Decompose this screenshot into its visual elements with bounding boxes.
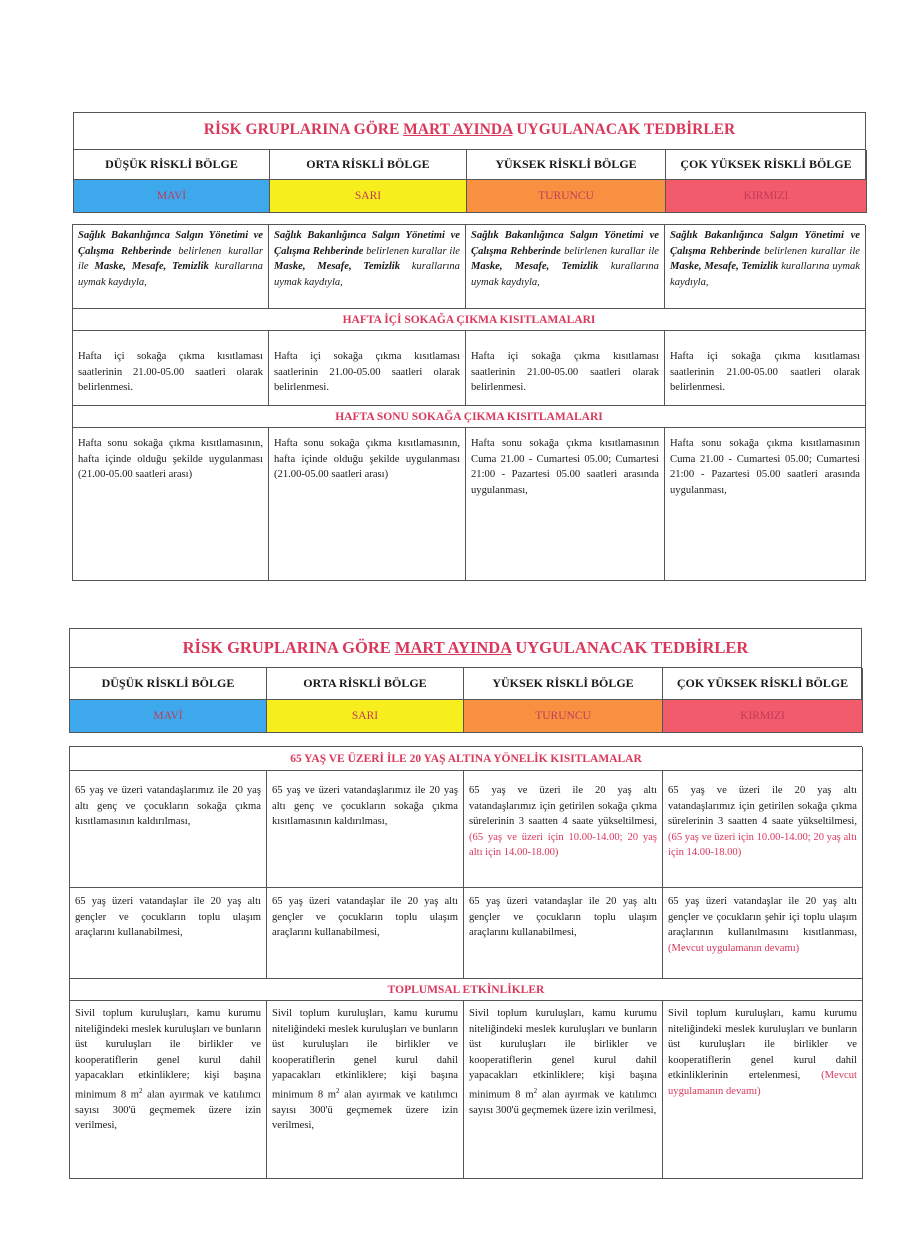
weekend-section-title: HAFTA SONU SOKAĞA ÇIKMA KISITLAMALARI — [73, 406, 866, 428]
color-orange-cell: TURUNCU — [467, 180, 666, 213]
weekend-cell-medium: Hafta sonu sokağa çıkma kısıtlamasının, hafta içinde olduğu şekilde uygulanması (21.00-05.00 saatleri arası) — [269, 428, 466, 581]
age-row1-low: 65 yaş ve üzeri vatandaşlarımız ile 20 yaş altı genç ve çocukların sokağa çıkma kısıtlamasının kaldırılması, — [70, 771, 267, 888]
region-medium-header: ORTA RİSKLİ BÖLGE — [267, 668, 464, 700]
age-row1-very-high: 65 yaş ve üzeri ile 20 yaş altı vatandaşlarımız için getirilen sokağa çıkma sürelerinin 3 saatten 4 saate yükseltilmesi, (65 yaş ve üzeri için 10.00-14.00; 20 yaş altı için 14.00-18.00) — [663, 771, 863, 888]
intro-cell: Sağlık Bakanlığınca Salgın Yönetimi ve Çalışma Rehberinde belirlenen kurallar ile Maske, Mesafe, Temizlik kurallarına uymak kaydıyla, — [269, 225, 466, 309]
color-blue-cell: MAVİ — [70, 700, 267, 733]
weekday-cell-low: Hafta içi sokağa çıkma kısıtlaması saatlerinin 21.00-05.00 saatleri olarak belirlenmesi. — [73, 331, 269, 406]
page-title: RİSK GRUPLARINA GÖRE MART AYINDA UYGULANACAK TEDBİRLER — [203, 121, 736, 138]
social-cell-medium: Sivil toplum kuruluşları, kamu kurumu niteliğindeki meslek kuruluşları ve bunların üst kuruluşları ile birlikler ve kooperatiflerin genel kurul dahil yapacakları etkinliklere; kişi başına minimum 8 $m^2$ alan ayırmak ve katılımcı sayısı 300'ü geçmemek üzere izin verilmesi, — [267, 1001, 464, 1179]
age-section-title: 65 YAŞ VE ÜZERİ İLE 20 YAŞ ALTINA YÖNELİK KISITLAMALAR — [70, 747, 863, 771]
region-very-high-header: ÇOK YÜKSEK RİSKLİ BÖLGE — [663, 668, 863, 700]
region-high-header: YÜKSEK RİSKLİ BÖLGE — [464, 668, 663, 700]
region-medium-header: ORTA RİSKLİ BÖLGE — [270, 150, 467, 180]
region-grid-2 — [69, 667, 862, 733]
color-blue-cell: MAVİ — [74, 180, 270, 213]
region-low-header: DÜŞÜK RİSKLİ BÖLGE — [70, 668, 267, 700]
table2-header — [69, 628, 862, 733]
weekend-cell-low: Hafta sonu sokağa çıkma kısıtlamasının, hafta içinde olduğu şekilde uygulanması (21.00-05.00 saatleri arası) — [73, 428, 269, 581]
age-row1-medium: 65 yaş ve üzeri vatandaşlarımız ile 20 yaş altı genç ve çocukların sokağa çıkma kısıtlamasının kaldırılması, — [267, 771, 464, 888]
region-high-header: YÜKSEK RİSKLİ BÖLGE — [467, 150, 666, 180]
weekday-cell-medium: Hafta içi sokağa çıkma kısıtlaması saatlerinin 21.00-05.00 saatleri olarak belirlenmesi. — [269, 331, 466, 406]
weekend-cell-high: Hafta sonu sokağa çıkma kısıtlamasının Cuma 21.00 - Cumartesi 05.00; Cumartesi 21:00 - Pazartesi 05.00 saatleri arasında uygulanması, — [466, 428, 665, 581]
region-low-header: DÜŞÜK RİSKLİ BÖLGE — [74, 150, 270, 180]
age-row2-low: 65 yaş üzeri vatandaşlar ile 20 yaş altı gençler ve çocukların toplu ulaşım araçlarını kullanabilmesi, — [70, 888, 267, 979]
weekend-cell-very-high: Hafta sonu sokağa çıkma kısıtlamasının Cuma 21.00 - Cumartesi 05.00; Cumartesi 21:00 - Pazartesi 05.00 saatleri arasında uygulanması, — [665, 428, 866, 581]
color-red-cell: KIRMIZI — [666, 180, 867, 213]
color-orange-cell: TURUNCU — [464, 700, 663, 733]
social-cell-high: Sivil toplum kuruluşları, kamu kurumu niteliğindeki meslek kuruluşları ve bunların üst kuruluşları ile birlikler ve kooperatiflerin genel kurul dahil yapacakları etkinliklere; kişi başına minimum 8 $m^2$ alan ayırmak ve katılımcı sayısı 300'ü geçmemek üzere izin verilmesi, — [464, 1001, 663, 1179]
region-very-high-header: ÇOK YÜKSEK RİSKLİ BÖLGE — [666, 150, 867, 180]
social-cell-low: Sivil toplum kuruluşları, kamu kurumu niteliğindeki meslek kuruluşları ve bunların üst kuruluşları ile birlikler ve kooperatiflerin genel kurul dahil yapacakları etkinliklere; kişi başına minimum 8 $m^2$ alan ayırmak ve katılımcı sayısı 300'ü geçmemek üzere izin verilmesi, — [70, 1001, 267, 1179]
region-grid — [73, 149, 866, 213]
table1-body — [72, 224, 865, 581]
weekday-cell-high: Hafta içi sokağa çıkma kısıtlaması saatlerinin 21.00-05.00 saatleri olarak belirlenmesi. — [466, 331, 665, 406]
color-yellow-cell: SARI — [267, 700, 464, 733]
table1-header — [73, 112, 866, 212]
social-cell-very-high: Sivil toplum kuruluşları, kamu kurumu niteliğindeki meslek kuruluşları ve bunların üst kuruluşları ile birlikler ve kooperatiflerin genel kurul dahil etkinliklerinin ertelenmesi, (Mevcut uygulamanın devamı) — [663, 1001, 863, 1179]
age-row2-medium: 65 yaş üzeri vatandaşlar ile 20 yaş altı gençler ve çocukların toplu ulaşım araçlarını kullanabilmesi, — [267, 888, 464, 979]
table2-body — [69, 746, 862, 1179]
page-title-2: RİSK GRUPLARINA GÖRE MART AYINDA UYGULANACAK TEDBİRLER — [182, 638, 749, 657]
weekday-section-title: HAFTA İÇİ SOKAĞA ÇIKMA KISITLAMALARI — [73, 309, 866, 331]
color-yellow-cell: SARI — [270, 180, 467, 213]
intro-cell: Sağlık Bakanlığınca Salgın Yönetimi ve Çalışma Rehberinde belirlenen kurallar ile Maske, Mesafe, Temizlik kurallarına uymak kaydıyla, — [466, 225, 665, 309]
age-row1-high: 65 yaş ve üzeri ile 20 yaş altı vatandaşlarımız için getirilen sokağa çıkma sürelerinin 3 saatten 4 saate yükseltilmesi, (65 yaş ve üzeri için 10.00-14.00; 20 yaş altı için 14.00-18.00) — [464, 771, 663, 888]
weekday-cell-very-high: Hafta içi sokağa çıkma kısıtlaması saatlerinin 21.00-05.00 saatleri olarak belirlenmesi. — [665, 331, 866, 406]
age-row2-very-high: 65 yaş üzeri vatandaşlar ile 20 yaş altı gençler ve çocukların şehir içi toplu ulaşım araçlarının kullanılmasını kısıtlanması, (Mevcut uygulamanın devamı) — [663, 888, 863, 979]
color-red-cell: KIRMIZI — [663, 700, 863, 733]
age-row2-high: 65 yaş üzeri vatandaşlar ile 20 yaş altı gençler ve çocukların toplu ulaşım araçlarını kullanabilmesi, — [464, 888, 663, 979]
social-section-title: TOPLUMSAL ETKİNLİKLER — [70, 979, 863, 1001]
intro-cell: Sağlık Bakanlığınca Salgın Yönetimi ve Çalışma Rehberinde belirlenen kurallar ile Maske, Mesafe, Temizlik kurallarına uymak kaydıyla, — [665, 225, 866, 309]
intro-cell: Sağlık Bakanlığınca Salgın Yönetimi ve Çalışma Rehberinde belirlenen kurallar ile Maske, Mesafe, Temizlik kurallarına uymak kaydıyla, — [73, 225, 269, 309]
